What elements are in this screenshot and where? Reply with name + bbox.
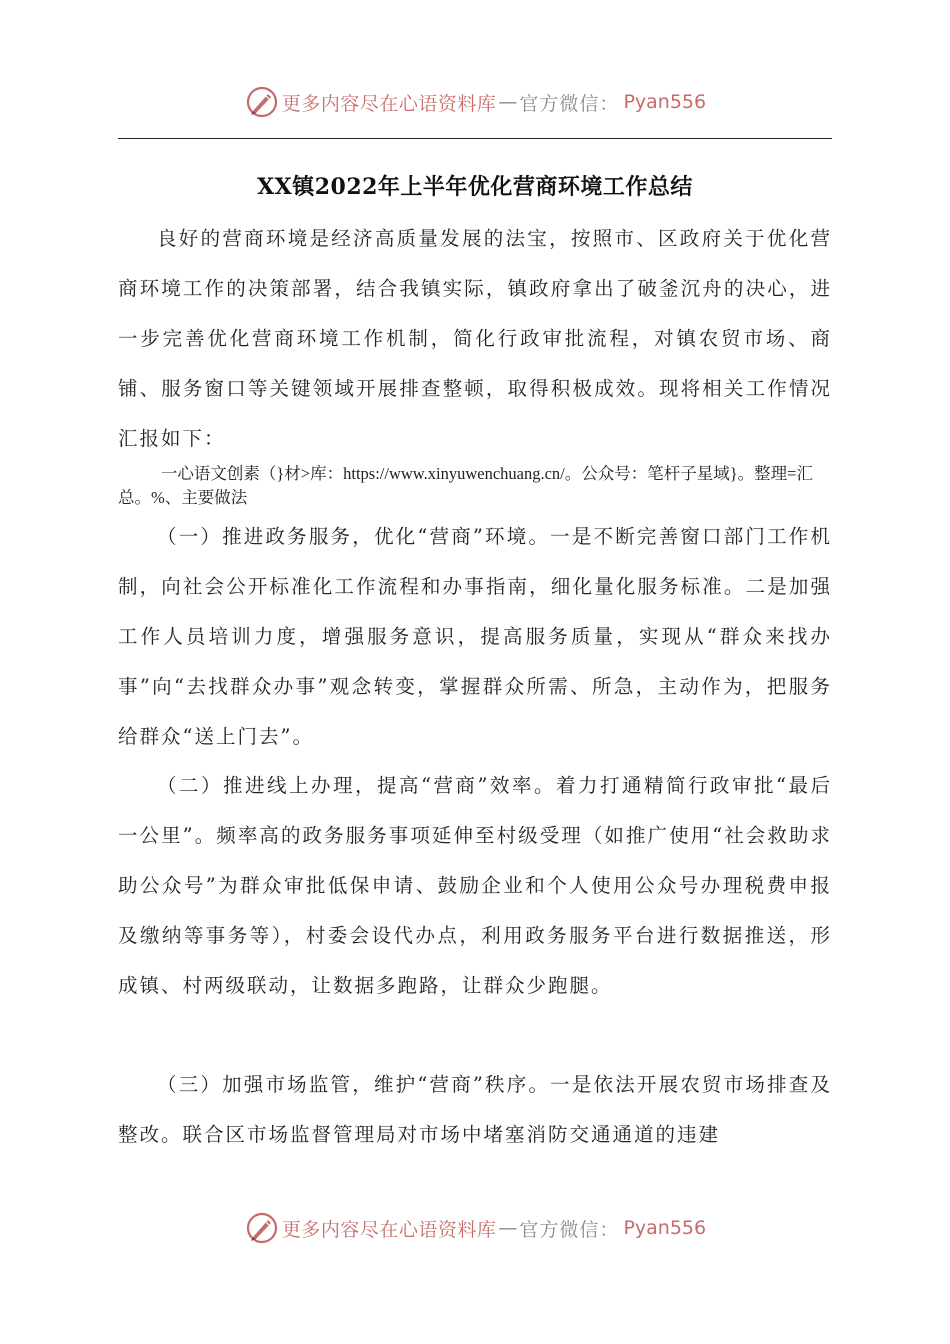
banner-wechat-id: Pyan556 bbox=[623, 1217, 707, 1239]
banner-dash: — bbox=[498, 1217, 518, 1239]
banner-wechat-label: 官方微信： bbox=[519, 92, 620, 115]
intro-paragraph: 良好的营商环境是经济高质量发展的法宝，按照市、区政府关于优化营商环境工作的决策部署，结合我镇实际，镇政府拿出了破釜沉舟的决心，进一步完善优化营商环境工作机制，简化行政审批流程，对镇农贸市场、商铺、服务窗口等关键领域开展排查整顿，取得积极成效。现将相关工作情况汇报如下： bbox=[118, 227, 832, 450]
banner-text: 更多内容尽在心语资料库 bbox=[281, 1218, 497, 1241]
pen-circle-icon bbox=[244, 84, 280, 120]
section-2-paragraph: （二）推进线上办理，提高“营商”效率。着力打通精简行政审批“最后一公里”。频率高的政务服务事项延伸至村级受理（如推广使用“社会救助求助公众号”为群众审批低保申请、鼓励企业和个人使用公众号办理税费申报及缴纳等事务等），村委会设代办点，利用政务服务平台进行数据推送，形成镇、村两级联动，让数据多跑路，让群众少跑腿。 bbox=[118, 774, 832, 997]
document-title: XX镇2022年上半年优化营商环境工作总结 bbox=[257, 174, 693, 200]
banner-wechat-id: Pyan556 bbox=[623, 91, 707, 113]
header-divider bbox=[118, 138, 832, 139]
pen-circle-icon bbox=[244, 1210, 280, 1246]
header-banner bbox=[0, 82, 950, 122]
section-3-paragraph: （三）加强市场监管，维护“营商”秩序。一是依法开展农贸市场排查及整改。联合区市场监督管理局对市场中堵塞消防交通通道的违建 bbox=[118, 1073, 832, 1146]
section-1-paragraph: （一）推进政务服务，优化“营商”环境。一是不断完善窗口部门工作机制，向社会公开标准化工作流程和办事指南，细化量化服务标准。二是加强工作人员培训力度，增强服务意识，提高服务质量，实现从“群众来找办事”向“去找群众办事”观念转变，掌握群众所需、所急，主动作为，把服务给群众“送上门去”。 bbox=[118, 525, 832, 748]
footer-banner bbox=[0, 1208, 950, 1248]
source-note: 一心语文创素（}材>库：https://www.xinyuwenchuang.cn/。公众号：笔杆子星域}。整理=汇总。%、主要做法 bbox=[118, 464, 813, 507]
banner-text: 更多内容尽在心语资料库 bbox=[281, 92, 497, 115]
banner-dash: — bbox=[498, 91, 518, 113]
banner-wechat-label: 官方微信： bbox=[519, 1218, 620, 1241]
